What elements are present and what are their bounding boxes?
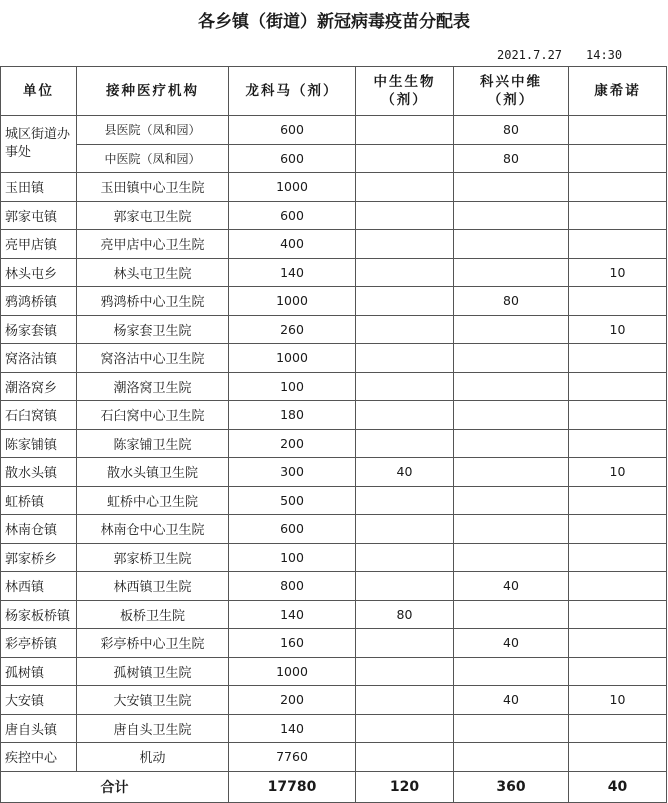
table-row	[1, 714, 667, 743]
zhongsheng-cell	[356, 572, 454, 601]
kangxinuo-cell	[569, 543, 667, 572]
table-row	[1, 458, 667, 487]
kangxinuo-cell: 10	[569, 458, 667, 487]
kexing-cell: 80	[454, 116, 569, 145]
kangxinuo-cell: 10	[569, 258, 667, 287]
longkema-cell: 160	[229, 629, 356, 658]
table-row	[1, 258, 667, 287]
zhongsheng-cell: 80	[356, 600, 454, 629]
unit-cell: 杨家套镇	[1, 315, 77, 344]
kangxinuo-cell	[569, 201, 667, 230]
unit-cell: 潮洛窝乡	[1, 372, 77, 401]
longkema-cell: 100	[229, 543, 356, 572]
unit-cell: 郭家屯镇	[1, 201, 77, 230]
zhongsheng-cell	[356, 201, 454, 230]
table-row	[1, 372, 667, 401]
kangxinuo-cell	[569, 230, 667, 259]
zhongsheng-cell	[356, 714, 454, 743]
institution-cell: 郭家屯卫生院	[77, 201, 229, 230]
table-row	[1, 116, 667, 145]
header-unit: 单位	[1, 67, 77, 116]
unit-cell: 唐自头镇	[1, 714, 77, 743]
longkema-cell: 1000	[229, 287, 356, 316]
institution-cell: 散水头镇卫生院	[77, 458, 229, 487]
institution-cell: 石臼窝中心卫生院	[77, 401, 229, 430]
institution-cell: 陈家铺卫生院	[77, 429, 229, 458]
table-row	[1, 629, 667, 658]
longkema-cell: 1000	[229, 344, 356, 373]
zhongsheng-cell	[356, 173, 454, 202]
longkema-cell: 600	[229, 515, 356, 544]
kexing-cell	[454, 743, 569, 772]
kexing-cell	[454, 714, 569, 743]
table-row	[1, 572, 667, 601]
kangxinuo-cell	[569, 657, 667, 686]
allocation-table	[0, 66, 667, 803]
longkema-cell: 180	[229, 401, 356, 430]
kexing-cell	[454, 458, 569, 487]
zhongsheng-cell	[356, 486, 454, 515]
kangxinuo-cell	[569, 372, 667, 401]
longkema-cell: 600	[229, 201, 356, 230]
kangxinuo-cell	[569, 515, 667, 544]
institution-cell: 县医院（凤和园）	[77, 116, 229, 145]
table-row	[1, 686, 667, 715]
institution-cell: 林头屯卫生院	[77, 258, 229, 287]
institution-cell: 林南仓中心卫生院	[77, 515, 229, 544]
longkema-cell: 140	[229, 714, 356, 743]
header-zhongsheng-line2: （剂）	[381, 92, 428, 108]
zhongsheng-cell	[356, 429, 454, 458]
kexing-cell	[454, 401, 569, 430]
table-row	[1, 401, 667, 430]
zhongsheng-cell	[356, 543, 454, 572]
zhongsheng-cell	[356, 258, 454, 287]
unit-cell: 疾控中心	[1, 743, 77, 772]
zhongsheng-cell	[356, 686, 454, 715]
table-row	[1, 344, 667, 373]
total-kangxinuo: 40	[569, 771, 667, 802]
kangxinuo-cell	[569, 429, 667, 458]
kangxinuo-cell	[569, 629, 667, 658]
unit-cell: 孤树镇	[1, 657, 77, 686]
table-row	[1, 315, 667, 344]
kexing-cell	[454, 315, 569, 344]
unit-cell: 石臼窝镇	[1, 401, 77, 430]
kexing-cell	[454, 230, 569, 259]
total-longkema: 17780	[229, 771, 356, 802]
institution-cell: 虹桥中心卫生院	[77, 486, 229, 515]
longkema-cell: 260	[229, 315, 356, 344]
zhongsheng-cell	[356, 743, 454, 772]
kexing-cell	[454, 201, 569, 230]
institution-cell: 潮洛窝卫生院	[77, 372, 229, 401]
table-row	[1, 743, 667, 772]
zhongsheng-cell	[356, 230, 454, 259]
zhongsheng-cell	[356, 287, 454, 316]
unit-cell: 林南仓镇	[1, 515, 77, 544]
zhongsheng-cell	[356, 315, 454, 344]
header-kangxinuo: 康希诺	[569, 67, 667, 116]
header-row	[1, 67, 667, 116]
institution-cell: 窝洛沽中心卫生院	[77, 344, 229, 373]
kexing-cell	[454, 173, 569, 202]
longkema-cell: 200	[229, 429, 356, 458]
kangxinuo-cell	[569, 287, 667, 316]
zhongsheng-cell	[356, 144, 454, 173]
longkema-cell: 140	[229, 258, 356, 287]
longkema-cell: 200	[229, 686, 356, 715]
header-longkema: 龙科马（剂）	[229, 67, 356, 116]
institution-cell: 亮甲店中心卫生院	[77, 230, 229, 259]
longkema-cell: 400	[229, 230, 356, 259]
longkema-cell: 1000	[229, 173, 356, 202]
table-row	[1, 486, 667, 515]
kexing-cell: 40	[454, 629, 569, 658]
kangxinuo-cell	[569, 600, 667, 629]
zhongsheng-cell: 40	[356, 458, 454, 487]
kangxinuo-cell	[569, 486, 667, 515]
header-zhongsheng-line1: 中生生物	[373, 74, 436, 90]
timestamp	[0, 44, 668, 66]
longkema-cell: 1000	[229, 657, 356, 686]
kexing-cell	[454, 657, 569, 686]
table-body	[1, 116, 667, 772]
unit-cell: 彩亭桥镇	[1, 629, 77, 658]
unit-cell: 杨家板桥镇	[1, 600, 77, 629]
zhongsheng-cell	[356, 372, 454, 401]
institution-cell: 林西镇卫生院	[77, 572, 229, 601]
total-row	[1, 771, 667, 802]
longkema-cell: 600	[229, 116, 356, 145]
kexing-cell: 80	[454, 287, 569, 316]
kexing-cell: 80	[454, 144, 569, 173]
unit-cell: 林西镇	[1, 572, 77, 601]
unit-cell: 散水头镇	[1, 458, 77, 487]
total-zhongsheng: 120	[356, 771, 454, 802]
unit-cell: 林头屯乡	[1, 258, 77, 287]
header-zhongsheng	[356, 67, 454, 116]
kexing-cell	[454, 543, 569, 572]
unit-cell: 玉田镇	[1, 173, 77, 202]
kangxinuo-cell	[569, 401, 667, 430]
total-label: 合计	[1, 771, 229, 802]
header-kexing-line2: （剂）	[487, 92, 535, 108]
kangxinuo-cell	[569, 743, 667, 772]
table-row	[1, 600, 667, 629]
longkema-cell: 500	[229, 486, 356, 515]
total-kexing: 360	[454, 771, 569, 802]
kangxinuo-cell	[569, 144, 667, 173]
institution-cell: 郭家桥卫生院	[77, 543, 229, 572]
kexing-cell	[454, 515, 569, 544]
zhongsheng-cell	[356, 629, 454, 658]
longkema-cell: 600	[229, 144, 356, 173]
kexing-cell	[454, 600, 569, 629]
institution-cell: 鸦鸿桥中心卫生院	[77, 287, 229, 316]
table-title: 各乡镇（街道）新冠病毒疫苗分配表	[198, 12, 470, 32]
table-row	[1, 657, 667, 686]
kangxinuo-cell	[569, 572, 667, 601]
zhongsheng-cell	[356, 344, 454, 373]
unit-cell: 窝洛沽镇	[1, 344, 77, 373]
institution-cell: 大安镇卫生院	[77, 686, 229, 715]
kangxinuo-cell	[569, 344, 667, 373]
zhongsheng-cell	[356, 657, 454, 686]
longkema-cell: 140	[229, 600, 356, 629]
kexing-cell: 40	[454, 572, 569, 601]
kangxinuo-cell	[569, 714, 667, 743]
table-row	[1, 515, 667, 544]
institution-cell: 彩亭桥中心卫生院	[77, 629, 229, 658]
unit-cell: 虹桥镇	[1, 486, 77, 515]
zhongsheng-cell	[356, 401, 454, 430]
date-text: 2021.7.27	[497, 48, 563, 62]
header-kexing-line1: 科兴中维	[480, 74, 542, 90]
unit-cell: 城区街道办事处	[1, 116, 77, 173]
unit-cell: 亮甲店镇	[1, 230, 77, 259]
longkema-cell: 100	[229, 372, 356, 401]
unit-cell: 陈家铺镇	[1, 429, 77, 458]
table-row	[1, 230, 667, 259]
table-row	[1, 543, 667, 572]
table-row	[1, 287, 667, 316]
zhongsheng-cell	[356, 515, 454, 544]
kexing-cell	[454, 344, 569, 373]
table-row	[1, 173, 667, 202]
longkema-cell: 300	[229, 458, 356, 487]
institution-cell: 孤树镇卫生院	[77, 657, 229, 686]
institution-cell: 中医院（凤和园）	[77, 144, 229, 173]
kangxinuo-cell: 10	[569, 686, 667, 715]
institution-cell: 板桥卫生院	[77, 600, 229, 629]
unit-cell: 鸦鸿桥镇	[1, 287, 77, 316]
kangxinuo-cell: 10	[569, 315, 667, 344]
table-row	[1, 429, 667, 458]
longkema-cell: 800	[229, 572, 356, 601]
kangxinuo-cell	[569, 173, 667, 202]
table-row	[1, 144, 667, 173]
time-text: 14:30	[586, 48, 623, 62]
kexing-cell: 40	[454, 686, 569, 715]
kexing-cell	[454, 372, 569, 401]
institution-cell: 玉田镇中心卫生院	[77, 173, 229, 202]
kexing-cell	[454, 429, 569, 458]
table-row	[1, 201, 667, 230]
header-kexing	[454, 67, 569, 116]
institution-cell: 唐自头卫生院	[77, 714, 229, 743]
institution-cell: 机动	[77, 743, 229, 772]
institution-cell: 杨家套卫生院	[77, 315, 229, 344]
kexing-cell	[454, 258, 569, 287]
longkema-cell: 7760	[229, 743, 356, 772]
kexing-cell	[454, 486, 569, 515]
zhongsheng-cell	[356, 116, 454, 145]
unit-cell: 郭家桥乡	[1, 543, 77, 572]
kangxinuo-cell	[569, 116, 667, 145]
header-institution: 接种医疗机构	[77, 67, 229, 116]
unit-cell: 大安镇	[1, 686, 77, 715]
